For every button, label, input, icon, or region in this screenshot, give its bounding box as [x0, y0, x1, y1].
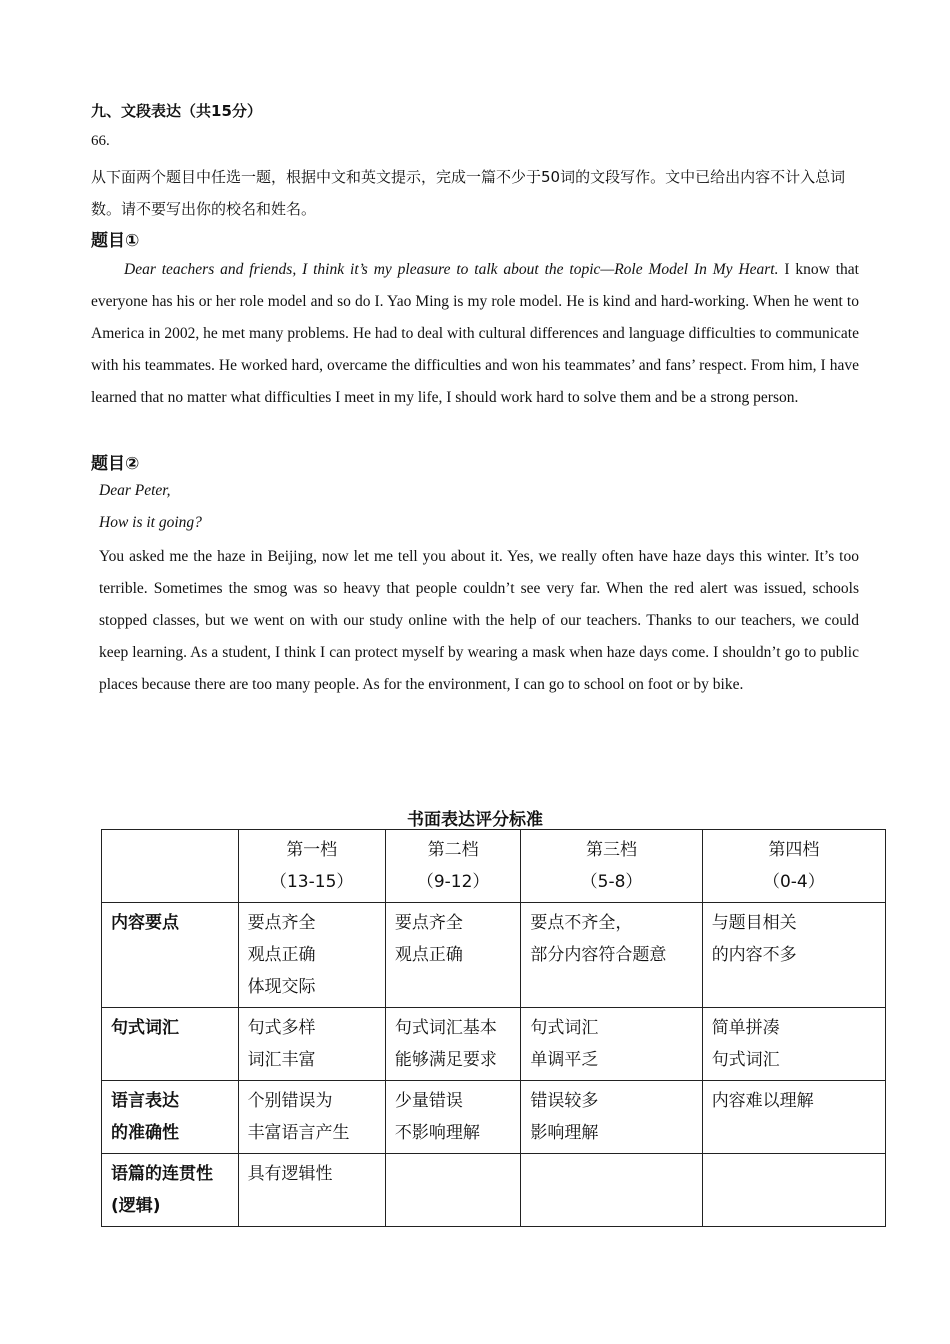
level-range: （0-4） — [762, 872, 825, 892]
cell-line: 要点不齐全， — [530, 913, 633, 933]
criterion-label — [102, 903, 239, 1008]
cell-line: 词汇丰富 — [247, 1050, 316, 1070]
instructions: 从下面两个题目中任选一题，根据中文和英文提示，完成一篇不少于50词的文段写作。文中已给出内容不计入总词数。请不要写出你的校名和姓名。 — [91, 168, 846, 218]
rubric-cell — [385, 1008, 521, 1081]
criterion-label-line: (逻辑) — [111, 1196, 161, 1216]
cell-line: 丰富语言产生 — [247, 1123, 350, 1143]
criterion-label-line: 内容要点 — [111, 913, 179, 933]
cell-line: 观点正确 — [394, 945, 463, 965]
topic1-essay — [91, 254, 859, 414]
level-header — [702, 830, 885, 903]
cell-line: 少量错误 — [394, 1091, 463, 1111]
criterion-label — [102, 1081, 239, 1154]
cell-line: 具有逻辑性 — [247, 1164, 333, 1184]
cell-line: 句式多样 — [247, 1018, 316, 1038]
topic2-greeting: How is it going? — [99, 514, 202, 531]
section-heading: 九、文段表达（共15分） — [91, 102, 262, 120]
rubric-row-content — [102, 903, 886, 1008]
cell-line: 不影响理解 — [394, 1123, 480, 1143]
cell-line: 句式词汇基本 — [394, 1018, 497, 1038]
cell-line: 单调平乏 — [530, 1050, 599, 1070]
rubric-cell — [238, 1008, 385, 1081]
rubric-cell — [702, 903, 885, 1008]
topic2-salutation: Dear Peter, — [99, 482, 171, 499]
rubric-cell — [238, 1081, 385, 1154]
level-header — [385, 830, 521, 903]
cell-line: 体现交际 — [247, 977, 316, 997]
cell-line: 要点齐全 — [394, 913, 463, 933]
level-range: （5-8） — [580, 872, 643, 892]
cell-line: 个别错误为 — [247, 1091, 333, 1111]
criterion-label-line: 语言表达 — [111, 1091, 179, 1111]
rubric-cell — [521, 1008, 702, 1081]
cell-line: 部分内容符合题意 — [530, 945, 667, 965]
level-name: 第一档 — [286, 840, 338, 860]
rubric-cell — [521, 1081, 702, 1154]
rubric-header-row — [102, 830, 886, 903]
cell-line: 内容难以理解 — [711, 1091, 814, 1111]
rubric-cell — [702, 1154, 885, 1227]
rubric-cell — [521, 1154, 702, 1227]
rubric-row-vocabulary — [102, 1008, 886, 1081]
cell-line: 简单拼凑 — [711, 1018, 780, 1038]
rubric-cell — [385, 903, 521, 1008]
criterion-label-line: 语篇的连贯性 — [111, 1164, 213, 1184]
cell-line: 能够满足要求 — [394, 1050, 497, 1070]
rubric-row-accuracy — [102, 1081, 886, 1154]
topic1-label: 题目① — [91, 231, 140, 251]
level-name: 第三档 — [586, 840, 638, 860]
rubric-cell — [238, 1154, 385, 1227]
level-header — [238, 830, 385, 903]
rubric-table — [101, 829, 886, 1227]
level-range: （13-15） — [269, 872, 354, 892]
level-range: （9-12） — [416, 872, 490, 892]
cell-line: 观点正确 — [247, 945, 316, 965]
rubric-row-coherence — [102, 1154, 886, 1227]
rubric-corner-cell — [102, 830, 239, 903]
criterion-label — [102, 1154, 239, 1227]
cell-line: 影响理解 — [530, 1123, 599, 1143]
cell-line: 错误较多 — [530, 1091, 599, 1111]
criterion-label — [102, 1008, 239, 1081]
criterion-label-line: 的准确性 — [111, 1123, 179, 1143]
level-header — [521, 830, 702, 903]
rubric-cell — [521, 903, 702, 1008]
topic1-intro: Dear teachers and friends, I think it’s my pleasure to talk about the topic—Role Model In My Heart. — [124, 261, 779, 278]
cell-line: 句式词汇 — [711, 1050, 780, 1070]
cell-line: 要点齐全 — [247, 913, 316, 933]
topic2-label: 题目② — [91, 454, 140, 474]
rubric-title: 书面表达评分标准 — [407, 810, 543, 830]
level-name: 第二档 — [427, 840, 479, 860]
level-name: 第四档 — [768, 840, 820, 860]
cell-line: 句式词汇 — [530, 1018, 599, 1038]
rubric-cell — [238, 903, 385, 1008]
rubric-cell — [385, 1081, 521, 1154]
cell-line: 与题目相关 — [711, 913, 797, 933]
cell-line: 的内容不多 — [711, 945, 797, 965]
topic1-body: I know that everyone has his or her role model and so do I. Yao Ming is my role model. He is kind and hard-working. When he went to America in 2002, he met many problems. He had to deal with cultural differences and language difficulties to communicate with his teammates. He worked hard, overcame the difficulties and won his teammates’ and fans’ respect. From him, I have learned that no matter what difficulties I meet in my life, I should work hard to solve them and be a strong person. — [91, 261, 859, 406]
topic2-body: You asked me the haze in Beijing, now let me tell you about it. Yes, we really often have haze days this winter. It’s too terrible. Sometimes the smog was so heavy that people couldn’t see very far. When the red alert was issued, schools stopped classes, but we went on with our study online with the help of our teachers. Thanks to our teachers, we could keep learning. As a student, I think I can protect myself by wearing a mask when haze days come. I shouldn’t go to public places because there are too many people. As for the environment, I can go to school on foot or by bike. — [99, 548, 859, 693]
rubric-cell — [385, 1154, 521, 1227]
question-number: 66. — [91, 133, 110, 149]
rubric-cell — [702, 1081, 885, 1154]
criterion-label-line: 句式词汇 — [111, 1018, 179, 1038]
rubric-cell — [702, 1008, 885, 1081]
